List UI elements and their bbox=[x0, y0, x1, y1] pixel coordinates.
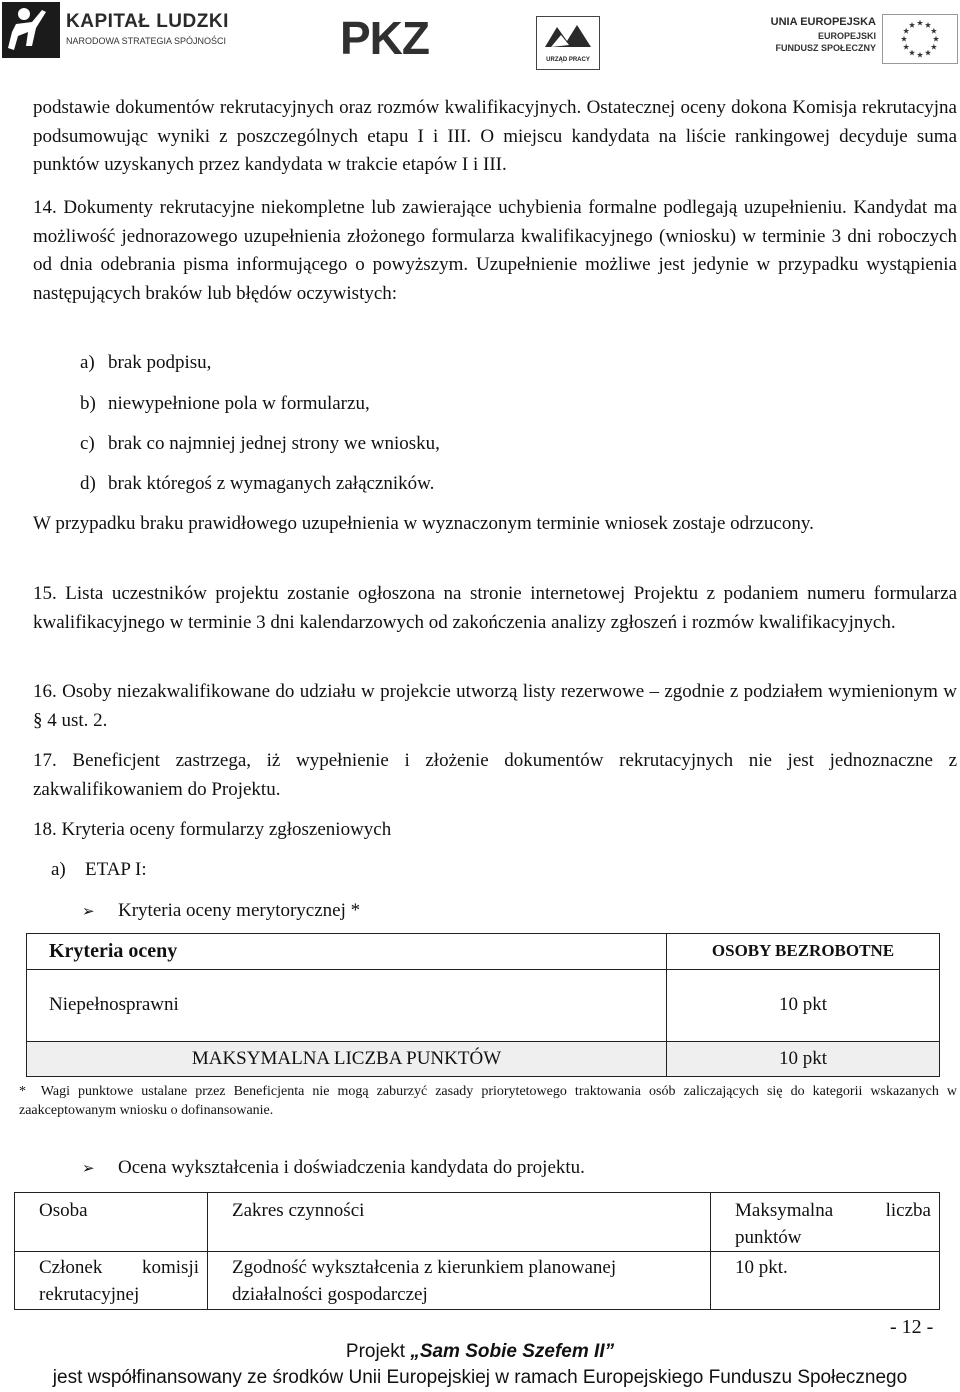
urzad-pracy-caption: URZĄD PRACY bbox=[546, 57, 590, 63]
paragraph-14-after: W przypadku braku prawidłowego uzupełnienia w wyznaczonym terminie wniosek zostaje odrzucony. bbox=[33, 513, 814, 534]
list-item-text: niewypełnione pola w formularzu, bbox=[108, 393, 370, 414]
table-header-cell: Maksymalna liczba punktów bbox=[711, 1193, 940, 1252]
etap-text: ETAP I: bbox=[85, 859, 147, 880]
eu-efs-logo bbox=[748, 14, 958, 64]
table-header-cell: Kryteria oceny bbox=[27, 934, 667, 970]
etap-label: a) bbox=[51, 859, 66, 880]
intro-paragraph: podstawie dokumentów rekrutacyjnych oraz rozmów kwalifikacyjnych. Ostatecznej oceny dokona Komisja rekrutacyjna podsumowując wyniki z poszczególnych etapu I i III. O miejscu kandydata na liście rankingowej decyduje suma punktów uzyskanych przez kandydata w trakcie etapów I i III. bbox=[33, 97, 957, 175]
paragraph-16-number: 16. bbox=[33, 681, 57, 702]
table-cell: 10 pkt. bbox=[711, 1252, 940, 1310]
table-header-cell: Zakres czynności bbox=[208, 1193, 711, 1252]
list-item bbox=[80, 349, 680, 378]
footer-funding-line: jest współfinansowany ze środków Unii Europejskiej w ramach Europejskiego Funduszu Społecznego bbox=[52, 1367, 908, 1388]
table-row bbox=[15, 1252, 940, 1310]
table-cell: Zgodność wykształcenia z kierunkiem planowanej działalności gospodarczej bbox=[208, 1252, 711, 1310]
paragraph-16 bbox=[33, 678, 957, 735]
bullet-kryteria bbox=[82, 897, 942, 926]
list-item-label: d) bbox=[80, 473, 96, 494]
paragraph-18 bbox=[33, 816, 957, 845]
bullet-kryteria-text: Kryteria oceny merytorycznej * bbox=[118, 900, 361, 921]
paragraph-16-text: Osoby niezakwalifikowane do udziału w projekcie utworzą listy rezerwowe – zgodnie z podziałem wymienionym w § 4 ust. 2. bbox=[33, 681, 957, 731]
urzad-pracy-logo bbox=[536, 16, 602, 72]
table-row bbox=[27, 970, 940, 1042]
eu-subtitle-1: EUROPEJSKI bbox=[817, 31, 876, 41]
list-item-label: c) bbox=[80, 433, 95, 454]
arrow-bullet-icon: ➢ bbox=[82, 902, 95, 920]
urzad-pracy-icon bbox=[537, 17, 599, 57]
paragraph-14 bbox=[33, 194, 957, 308]
paragraph-18-number: 18. bbox=[33, 819, 57, 840]
bullet-ocena bbox=[82, 1154, 942, 1183]
footer-project-line bbox=[0, 1340, 960, 1364]
list-item bbox=[80, 390, 680, 419]
paragraph-17-text: Beneficjent zastrzega, iż wypełnienie i złożenie dokumentów rekrutacyjnych nie jest jednoznaczne z zakwalifikowaniem do Projektu. bbox=[33, 750, 958, 800]
eu-subtitle-2: FUNDUSZ SPOŁECZNY bbox=[775, 43, 876, 53]
eu-title: UNIA EUROPEJSKA bbox=[770, 16, 876, 28]
footer-project-name: „Sam Sobie Szefem II” bbox=[410, 1341, 615, 1362]
table-row bbox=[15, 1193, 940, 1252]
table-cell: Członek komisji rekrutacyjnej bbox=[15, 1252, 208, 1310]
paragraph-15 bbox=[33, 580, 957, 637]
etap-heading bbox=[51, 856, 651, 885]
paragraph-15-number: 15. bbox=[33, 583, 57, 604]
kapital-ludzki-subtitle: NARODOWA STRATEGIA SPÓJNOŚCI bbox=[66, 36, 227, 46]
list-item-text: brak co najmniej jednej strony we wniosku, bbox=[108, 433, 440, 454]
footer-project-prefix: Projekt bbox=[345, 1341, 411, 1362]
table-cell: 10 pkt bbox=[667, 970, 940, 1042]
paragraph-14-number: 14. bbox=[33, 197, 57, 218]
table-header-cell: Osoba bbox=[15, 1193, 208, 1252]
footnote bbox=[19, 1082, 957, 1120]
table-header-cell: OSOBY BEZROBOTNE bbox=[667, 934, 940, 970]
paragraph-17-number: 17. bbox=[33, 750, 57, 771]
table-cell: Niepełnosprawni bbox=[27, 970, 667, 1042]
pkz-logo: PKZ bbox=[340, 12, 429, 64]
bullet-ocena-text: Ocena wykształcenia i doświadczenia kandydata do projektu. bbox=[118, 1157, 585, 1178]
kapital-ludzki-emblem bbox=[2, 2, 60, 58]
list-item bbox=[80, 470, 680, 499]
criteria-table bbox=[26, 933, 940, 1077]
table-total-value: 10 pkt bbox=[667, 1042, 940, 1077]
list-item-text: brak podpisu, bbox=[108, 352, 212, 373]
paragraph-17 bbox=[33, 747, 957, 804]
evaluation-table bbox=[14, 1192, 940, 1310]
paragraph-14-text: Dokumenty rekrutacyjne niekompletne lub zawierające uchybienia formalne podlegają uzupełnieniu. Kandydat ma możliwość jednorazowego uzupełnienia złożonego formularza kwalifikacyjnego (wniosku) w terminie 3 dni roboczych od dnia odebrania pisma informującego o powyższym. Uzupełnienie możliwe jest jedynie w przypadku wystąpienia następujących braków lub błędów oczywistych: bbox=[33, 197, 957, 304]
table-row bbox=[27, 1042, 940, 1077]
kapital-ludzki-figure-icon bbox=[2, 2, 60, 58]
eu-flag-icon bbox=[882, 14, 958, 64]
kapital-ludzki-logo bbox=[2, 2, 229, 62]
list-item bbox=[80, 430, 680, 459]
paragraph-15-text: Lista uczestników projektu zostanie ogłoszona na stronie internetowej Projektu z podaniem numeru formularza kwalifikacyjnego w terminie 3 dni kalendarzowych od zakończenia analizy zgłoszeń i rozmów kwalifikacyjnych. bbox=[33, 583, 957, 633]
paragraph-18-text: Kryteria oceny formularzy zgłoszeniowych bbox=[61, 819, 392, 840]
list-item-label: a) bbox=[80, 352, 95, 373]
table-row bbox=[27, 934, 940, 970]
page-number: - 12 - bbox=[890, 1316, 934, 1338]
table-total-label: MAKSYMALNA LICZBA PUNKTÓW bbox=[27, 1042, 667, 1077]
footnote-mark: * bbox=[19, 1084, 26, 1099]
list-item-label: b) bbox=[80, 393, 96, 414]
footnote-text: Wagi punktowe ustalane przez Beneficjenta nie mogą zaburzyć zasady priorytetowego traktowania osób zaliczających się do kategorii wskazanych w zaakceptowanym wniosku o dofinansowanie. bbox=[19, 1084, 957, 1118]
list-item-text: brak któregoś z wymaganych załączników. bbox=[108, 473, 435, 494]
arrow-bullet-icon: ➢ bbox=[82, 1159, 95, 1177]
kapital-ludzki-title: KAPITAŁ LUDZKI bbox=[66, 11, 229, 32]
